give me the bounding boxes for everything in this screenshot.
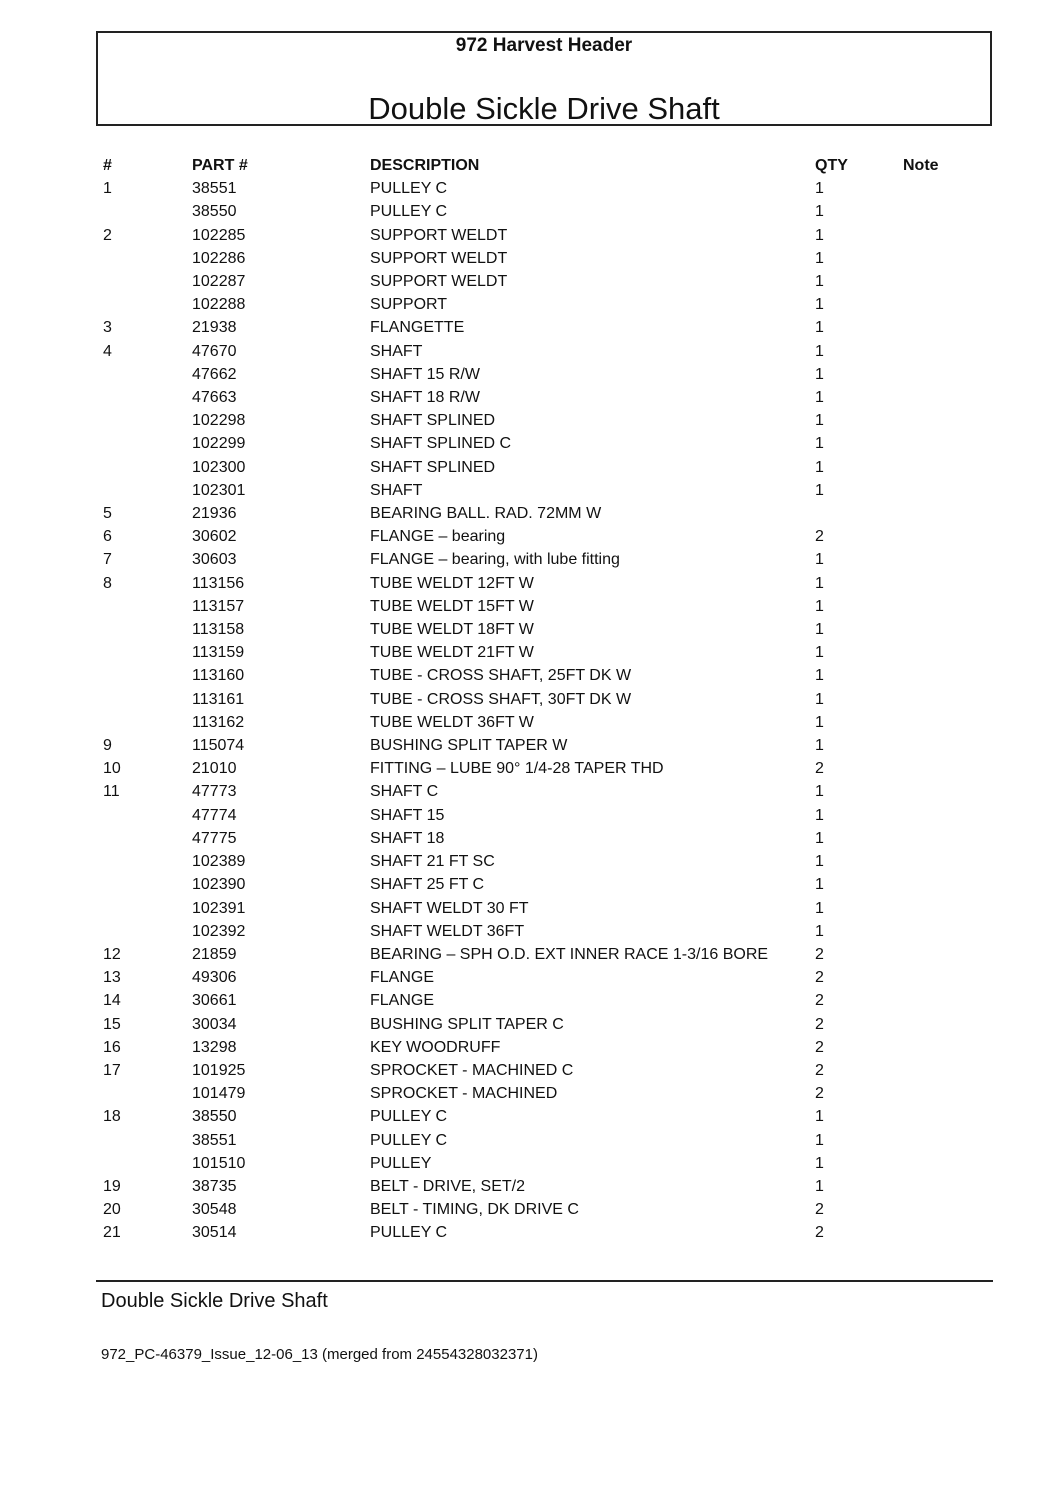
table-row <box>103 827 963 850</box>
cell-description: SHAFT SPLINED C <box>370 435 512 453</box>
cell-description: SPROCKET - MACHINED C <box>370 1061 574 1079</box>
cell-quantity: 1 <box>815 876 824 894</box>
cell-quantity: 1 <box>815 806 824 824</box>
cell-note <box>903 572 963 595</box>
cell-quantity: 1 <box>815 1131 824 1149</box>
header-box <box>96 31 992 126</box>
cell-description: BEARING – SPH O.D. EXT INNER RACE 1-3/16 BORE <box>370 945 769 963</box>
column-header-number: # <box>103 157 112 174</box>
table-row <box>103 989 963 1012</box>
cell-item-number <box>103 479 192 502</box>
cell-note <box>903 456 963 479</box>
cell-description: SHAFT 15 R/W <box>370 365 480 383</box>
cell-description: BELT - DRIVE, SET/2 <box>370 1177 526 1195</box>
cell-item-number <box>103 850 192 873</box>
cell-description: PULLEY <box>370 1154 432 1172</box>
table-row <box>103 920 963 943</box>
document-subtitle: 972 Harvest Header <box>455 35 633 56</box>
table-row <box>103 1036 963 1059</box>
cell-description: TUBE - CROSS SHAFT, 30FT DK W <box>370 690 632 708</box>
cell-item-number <box>103 1082 192 1105</box>
cell-quantity <box>815 502 903 525</box>
cell-description: TUBE WELDT 18FT W <box>370 621 534 639</box>
cell-item-number <box>103 664 192 687</box>
cell-quantity: 1 <box>815 899 824 917</box>
cell-note <box>903 897 963 920</box>
cell-part-number: 47774 <box>192 806 237 824</box>
cell-part-number: 47662 <box>192 365 237 383</box>
cell-quantity: 1 <box>815 319 824 337</box>
cell-part-number: 38735 <box>192 1177 237 1195</box>
cell-description: SUPPORT WELDT <box>370 273 508 291</box>
cell-quantity: 1 <box>815 690 824 708</box>
cell-part-number: 21010 <box>192 760 237 778</box>
cell-description: BUSHING SPLIT TAPER C <box>370 1015 564 1033</box>
table-row <box>103 711 963 734</box>
cell-item-number: 19 <box>103 1177 121 1195</box>
table-row <box>103 479 963 502</box>
cell-description: SUPPORT WELDT <box>370 249 508 267</box>
cell-quantity: 1 <box>815 389 824 407</box>
cell-item-number <box>103 618 192 641</box>
table-row <box>103 804 963 827</box>
cell-quantity: 2 <box>815 760 824 778</box>
cell-quantity: 1 <box>815 829 824 847</box>
cell-item-number <box>103 386 192 409</box>
cell-note <box>903 1198 963 1221</box>
cell-part-number: 115074 <box>192 737 245 755</box>
column-header-qty: QTY <box>815 157 848 174</box>
table-row <box>103 247 963 270</box>
cell-note <box>903 804 963 827</box>
cell-note <box>903 432 963 455</box>
cell-item-number: 17 <box>103 1061 121 1079</box>
cell-part-number: 13298 <box>192 1038 237 1056</box>
cell-note <box>903 664 963 687</box>
cell-part-number: 102286 <box>192 249 246 267</box>
cell-note <box>903 618 963 641</box>
cell-quantity: 1 <box>815 435 824 453</box>
cell-item-number <box>103 688 192 711</box>
table-row <box>103 1221 963 1244</box>
cell-item-number <box>103 827 192 850</box>
cell-description: SUPPORT <box>370 296 448 314</box>
document-title: Double Sickle Drive Shaft <box>368 91 720 126</box>
cell-part-number: 102287 <box>192 273 246 291</box>
table-row <box>103 1198 963 1221</box>
cell-item-number <box>103 247 192 270</box>
cell-part-number: 102390 <box>192 876 246 894</box>
cell-item-number <box>103 456 192 479</box>
cell-item-number <box>103 641 192 664</box>
cell-part-number: 47663 <box>192 389 237 407</box>
cell-quantity: 1 <box>815 203 824 221</box>
cell-note <box>903 966 963 989</box>
table-row <box>103 270 963 293</box>
cell-part-number: 47773 <box>192 783 237 801</box>
table-row <box>103 966 963 989</box>
cell-description: SHAFT 18 R/W <box>370 389 480 407</box>
cell-note <box>903 386 963 409</box>
cell-description: BELT - TIMING, DK DRIVE C <box>370 1201 579 1219</box>
cell-note <box>903 780 963 803</box>
cell-part-number: 102299 <box>192 435 246 453</box>
table-header-row <box>103 154 963 177</box>
cell-description: SHAFT 15 <box>370 806 445 824</box>
footer-title: Double Sickle Drive Shaft <box>101 1290 328 1312</box>
cell-item-number <box>103 200 192 223</box>
cell-note <box>903 1082 963 1105</box>
cell-quantity: 1 <box>815 551 824 569</box>
cell-quantity: 1 <box>815 412 824 430</box>
cell-quantity: 2 <box>815 992 824 1010</box>
cell-part-number: 30034 <box>192 1015 237 1033</box>
cell-item-number <box>103 409 192 432</box>
cell-quantity: 2 <box>815 528 824 546</box>
cell-description: SHAFT 18 <box>370 829 445 847</box>
cell-description: FLANGE – bearing <box>370 528 506 546</box>
table-row <box>103 1175 963 1198</box>
table-row <box>103 1105 963 1128</box>
cell-note <box>903 1013 963 1036</box>
cell-part-number: 38551 <box>192 180 237 198</box>
cell-quantity: 1 <box>815 226 824 244</box>
cell-item-number: 10 <box>103 760 121 778</box>
cell-item-number: 5 <box>103 505 112 523</box>
cell-description: SPROCKET - MACHINED <box>370 1085 558 1103</box>
cell-description: TUBE WELDT 21FT W <box>370 644 534 662</box>
table-row <box>103 363 963 386</box>
cell-item-number: 21 <box>103 1224 121 1242</box>
cell-item-number <box>103 432 192 455</box>
cell-item-number: 9 <box>103 737 112 755</box>
table-row <box>103 200 963 223</box>
cell-item-number <box>103 920 192 943</box>
cell-quantity: 1 <box>815 365 824 383</box>
cell-note <box>903 479 963 502</box>
cell-part-number: 113157 <box>192 597 245 615</box>
cell-description: SHAFT SPLINED <box>370 412 496 430</box>
cell-quantity: 1 <box>815 1108 824 1126</box>
table-row <box>103 1013 963 1036</box>
cell-quantity: 1 <box>815 667 824 685</box>
cell-part-number: 30603 <box>192 551 237 569</box>
table-row <box>103 850 963 873</box>
cell-quantity: 2 <box>815 1015 824 1033</box>
cell-item-number: 7 <box>103 551 112 569</box>
table-row <box>103 688 963 711</box>
cell-note <box>903 340 963 363</box>
cell-part-number: 102288 <box>192 296 246 314</box>
cell-quantity: 1 <box>815 1154 824 1172</box>
table-row <box>103 757 963 780</box>
table-row <box>103 409 963 432</box>
cell-quantity: 1 <box>815 296 824 314</box>
cell-quantity: 2 <box>815 1224 824 1242</box>
cell-item-number: 20 <box>103 1201 121 1219</box>
cell-part-number: 102298 <box>192 412 246 430</box>
cell-description: PULLEY C <box>370 1108 448 1126</box>
cell-part-number: 113162 <box>192 713 245 731</box>
cell-item-number: 12 <box>103 945 121 963</box>
cell-item-number: 8 <box>103 574 112 592</box>
cell-description: FLANGE – bearing, with lube fitting <box>370 551 620 569</box>
cell-item-number <box>103 1152 192 1175</box>
cell-note <box>903 548 963 571</box>
cell-quantity: 1 <box>815 922 824 940</box>
cell-quantity: 1 <box>815 644 824 662</box>
cell-description: SHAFT <box>370 342 423 360</box>
cell-item-number: 2 <box>103 226 112 244</box>
cell-quantity: 2 <box>815 1201 824 1219</box>
cell-quantity: 1 <box>815 458 824 476</box>
parts-table <box>103 154 963 1245</box>
cell-description: PULLEY C <box>370 1131 448 1149</box>
cell-part-number: 113160 <box>192 667 245 685</box>
table-row <box>103 595 963 618</box>
table-row <box>103 432 963 455</box>
cell-quantity: 1 <box>815 273 824 291</box>
cell-note <box>903 641 963 664</box>
cell-part-number: 102392 <box>192 922 246 940</box>
cell-quantity: 1 <box>815 853 824 871</box>
cell-note <box>903 873 963 896</box>
table-row <box>103 177 963 200</box>
cell-item-number: 18 <box>103 1108 121 1126</box>
table-row <box>103 1059 963 1082</box>
cell-note <box>903 525 963 548</box>
cell-item-number <box>103 595 192 618</box>
cell-note <box>903 247 963 270</box>
cell-part-number: 113158 <box>192 621 245 639</box>
table-row <box>103 780 963 803</box>
cell-part-number: 38550 <box>192 203 237 221</box>
cell-note <box>903 989 963 1012</box>
footer-document-id: 972_PC-46379_Issue_12-06_13 (merged from 24554328032371) <box>101 1346 538 1363</box>
cell-part-number: 102285 <box>192 226 246 244</box>
cell-description: SHAFT 25 FT C <box>370 876 485 894</box>
cell-part-number: 102389 <box>192 853 246 871</box>
cell-description: KEY WOODRUFF <box>370 1038 501 1056</box>
cell-description: BUSHING SPLIT TAPER W <box>370 737 568 755</box>
cell-item-number <box>103 1129 192 1152</box>
cell-note <box>903 316 963 339</box>
cell-note <box>903 688 963 711</box>
parts-table-body <box>103 177 963 1244</box>
table-row <box>103 641 963 664</box>
cell-quantity: 1 <box>815 481 824 499</box>
cell-item-number: 13 <box>103 969 121 987</box>
cell-quantity: 2 <box>815 945 824 963</box>
cell-note <box>903 711 963 734</box>
cell-description: TUBE - CROSS SHAFT, 25FT DK W <box>370 667 632 685</box>
cell-note <box>903 734 963 757</box>
cell-quantity: 1 <box>815 737 824 755</box>
cell-note <box>903 200 963 223</box>
table-row <box>103 572 963 595</box>
table-row <box>103 664 963 687</box>
cell-part-number: 21936 <box>192 505 237 523</box>
cell-part-number: 21859 <box>192 945 237 963</box>
cell-note <box>903 1175 963 1198</box>
cell-note <box>903 224 963 247</box>
cell-description: SHAFT 21 FT SC <box>370 853 495 871</box>
cell-quantity: 1 <box>815 1177 824 1195</box>
cell-item-number <box>103 293 192 316</box>
cell-item-number: 11 <box>103 783 120 801</box>
column-header-part: PART # <box>192 157 248 174</box>
cell-item-number <box>103 897 192 920</box>
cell-description: FITTING – LUBE 90° 1/4-28 TAPER THD <box>370 760 664 778</box>
cell-part-number: 30548 <box>192 1201 237 1219</box>
table-row <box>103 502 963 525</box>
cell-item-number <box>103 873 192 896</box>
cell-part-number: 102301 <box>192 481 246 499</box>
table-row <box>103 1082 963 1105</box>
cell-part-number: 30514 <box>192 1224 237 1242</box>
cell-quantity: 2 <box>815 1061 824 1079</box>
column-header-description: DESCRIPTION <box>370 157 480 174</box>
footer-divider <box>96 1280 993 1282</box>
cell-note <box>903 850 963 873</box>
table-row <box>103 734 963 757</box>
table-row <box>103 316 963 339</box>
cell-quantity: 1 <box>815 621 824 639</box>
table-row <box>103 897 963 920</box>
cell-note <box>903 827 963 850</box>
cell-description: TUBE WELDT 36FT W <box>370 713 534 731</box>
table-row <box>103 456 963 479</box>
cell-part-number: 101479 <box>192 1085 246 1103</box>
cell-quantity: 2 <box>815 1085 824 1103</box>
cell-note <box>903 595 963 618</box>
cell-item-number: 4 <box>103 342 112 360</box>
table-row <box>103 943 963 966</box>
cell-quantity: 1 <box>815 713 824 731</box>
table-row <box>103 525 963 548</box>
cell-quantity: 1 <box>815 342 824 360</box>
cell-description: TUBE WELDT 12FT W <box>370 574 534 592</box>
cell-quantity: 2 <box>815 1038 824 1056</box>
cell-note <box>903 270 963 293</box>
cell-note <box>903 757 963 780</box>
column-header-note: Note <box>903 157 939 174</box>
cell-quantity: 1 <box>815 597 824 615</box>
cell-note <box>903 1129 963 1152</box>
cell-item-number <box>103 363 192 386</box>
cell-item-number: 14 <box>103 992 121 1010</box>
cell-part-number: 102391 <box>192 899 246 917</box>
cell-note <box>903 293 963 316</box>
cell-note <box>903 1105 963 1128</box>
cell-part-number: 101510 <box>192 1154 246 1172</box>
cell-note <box>903 1152 963 1175</box>
cell-part-number: 113159 <box>192 644 245 662</box>
table-row <box>103 873 963 896</box>
cell-description: SHAFT C <box>370 783 439 801</box>
cell-description: SHAFT <box>370 481 423 499</box>
cell-note <box>903 943 963 966</box>
cell-item-number: 3 <box>103 319 112 337</box>
table-row <box>103 1129 963 1152</box>
cell-description: FLANGE <box>370 992 435 1010</box>
cell-item-number: 1 <box>103 180 112 198</box>
cell-note <box>903 409 963 432</box>
cell-part-number: 38551 <box>192 1131 237 1149</box>
cell-quantity: 2 <box>815 969 824 987</box>
cell-part-number: 113156 <box>192 574 245 592</box>
cell-description: PULLEY C <box>370 180 448 198</box>
cell-description: FLANGETTE <box>370 319 465 337</box>
cell-description: FLANGE <box>370 969 435 987</box>
cell-part-number: 113161 <box>192 690 245 708</box>
table-row <box>103 618 963 641</box>
cell-description: PULLEY C <box>370 203 448 221</box>
table-row <box>103 386 963 409</box>
table-row <box>103 1152 963 1175</box>
cell-item-number: 15 <box>103 1015 121 1033</box>
cell-description: SHAFT WELDT 30 FT <box>370 899 529 917</box>
table-row <box>103 340 963 363</box>
cell-item-number <box>103 804 192 827</box>
cell-note <box>903 1036 963 1059</box>
cell-quantity: 1 <box>815 783 824 801</box>
cell-part-number: 101925 <box>192 1061 246 1079</box>
cell-quantity: 1 <box>815 574 824 592</box>
cell-part-number: 21938 <box>192 319 237 337</box>
cell-note <box>903 1059 963 1082</box>
cell-item-number <box>103 711 192 734</box>
cell-part-number: 49306 <box>192 969 237 987</box>
cell-note <box>903 502 963 525</box>
table-row <box>103 548 963 571</box>
cell-quantity: 1 <box>815 180 824 198</box>
table-row <box>103 224 963 247</box>
cell-part-number: 30661 <box>192 992 237 1010</box>
cell-note <box>903 1221 963 1244</box>
cell-description: SHAFT WELDT 36FT <box>370 922 525 940</box>
cell-note <box>903 920 963 943</box>
cell-description: BEARING BALL. RAD. 72MM W <box>370 505 602 523</box>
cell-item-number: 16 <box>103 1038 121 1056</box>
cell-part-number: 30602 <box>192 528 237 546</box>
cell-note <box>903 177 963 200</box>
table-row <box>103 293 963 316</box>
cell-part-number: 102300 <box>192 458 246 476</box>
cell-note <box>903 363 963 386</box>
cell-part-number: 38550 <box>192 1108 237 1126</box>
cell-part-number: 47775 <box>192 829 237 847</box>
cell-item-number: 6 <box>103 528 112 546</box>
cell-description: PULLEY C <box>370 1224 448 1242</box>
cell-quantity: 1 <box>815 249 824 267</box>
cell-item-number <box>103 270 192 293</box>
cell-description: SUPPORT WELDT <box>370 226 508 244</box>
cell-description: SHAFT SPLINED <box>370 458 496 476</box>
cell-description: TUBE WELDT 15FT W <box>370 597 534 615</box>
cell-part-number: 47670 <box>192 342 237 360</box>
